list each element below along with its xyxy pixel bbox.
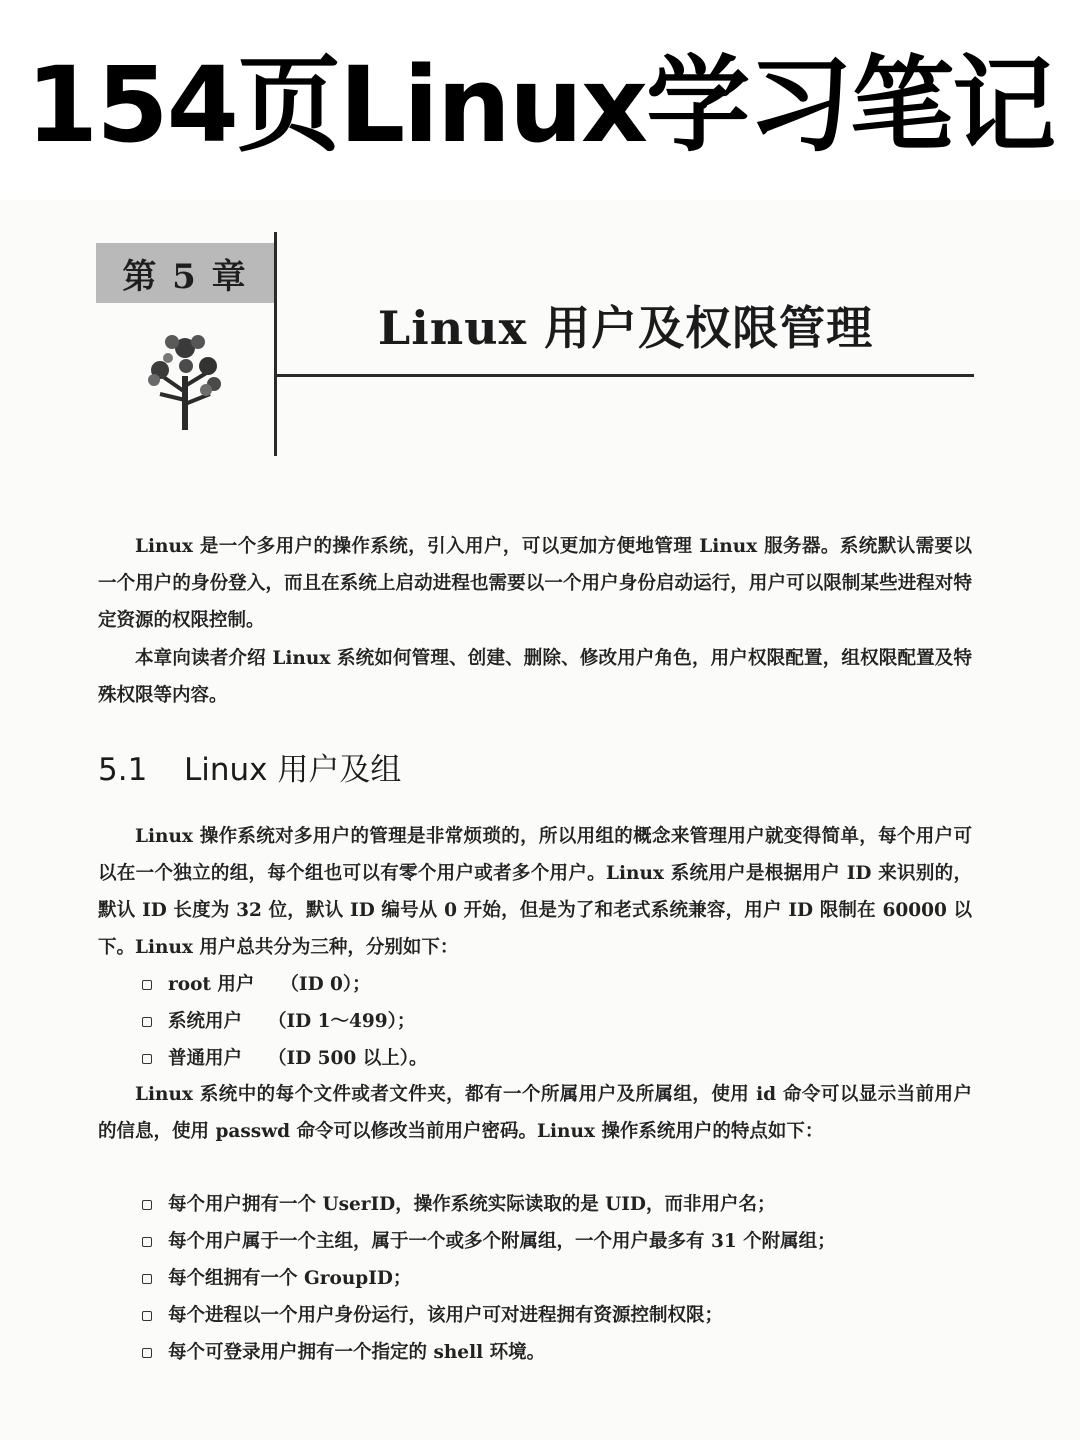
bullet-icon	[142, 1237, 152, 1247]
list-item: 系统用户 （ID 1～499）；	[142, 1003, 427, 1040]
section-number: 5.1	[98, 752, 148, 788]
horizontal-rule	[277, 374, 974, 377]
list-item: root 用户 （ID 0）；	[142, 966, 427, 1003]
banner-title: 154页Linux学习笔记	[25, 44, 1055, 166]
features-list	[142, 1186, 836, 1371]
tree-icon	[140, 328, 230, 432]
chapter-title: Linux 用户及权限管理	[377, 301, 874, 355]
intro-paragraph-2: 本章向读者介绍 Linux 系统如何管理、创建、删除、修改用户角色，用户权限配置，组权限配置及特殊权限等内容。	[98, 648, 972, 706]
bullet-icon	[142, 1054, 152, 1064]
list-item: 每个进程以一个用户身份运行，该用户可对进程拥有资源控制权限；	[142, 1297, 836, 1334]
list-item: 每个用户拥有一个 UserID，操作系统实际读取的是 UID，而非用户名；	[142, 1186, 836, 1223]
intro-paragraph-1: Linux 是一个多用户的操作系统，引入用户，可以更加方便地管理 Linux 服务器。系统默认需要以一个用户的身份登入，而且在系统上启动进程也需要以一个用户身份启动运行，用户可以限制某些进程对特定资源的权限控制。	[98, 536, 972, 631]
list-item: 每个用户属于一个主组，属于一个或多个附属组，一个用户最多有 31 个附属组；	[142, 1223, 836, 1260]
chapter-tag: 第 5 章	[96, 243, 274, 303]
user-types-list	[142, 966, 427, 1077]
list-item: 每个组拥有一个 GroupID；	[142, 1260, 836, 1297]
list-item: 普通用户 （ID 500 以上）。	[142, 1040, 427, 1077]
bullet-icon	[142, 980, 152, 990]
section-paragraph-1: Linux 操作系统对多用户的管理是非常烦琐的，所以用组的概念来管理用户就变得简单，每个用户可以在一个独立的组，每个组也可以有零个用户或者多个用户。Linux 系统用户是根据用户 ID 来识别的，默认 ID 长度为 32 位，默认 ID 编号从 0 开始，但是为了和老式系统兼容，用户 ID 限制在 60000 以下。Linux 用户总共分为三种，分别如下：	[98, 826, 972, 958]
section-paragraph-2: Linux 系统中的每个文件或者文件夹，都有一个所属用户及所属组，使用 id 命令可以显示当前用户的信息，使用 passwd 命令可以修改当前用户密码。Linux 操作系统用户的特点如下：	[98, 1084, 972, 1142]
bullet-icon	[142, 1348, 152, 1358]
list-item: 每个可登录用户拥有一个指定的 shell 环境。	[142, 1334, 836, 1371]
section-title: Linux 用户及组	[184, 752, 402, 788]
bullet-icon	[142, 1274, 152, 1284]
section-heading	[98, 744, 401, 789]
bullet-icon	[142, 1200, 152, 1210]
bullet-icon	[142, 1311, 152, 1321]
bullet-icon	[142, 1017, 152, 1027]
